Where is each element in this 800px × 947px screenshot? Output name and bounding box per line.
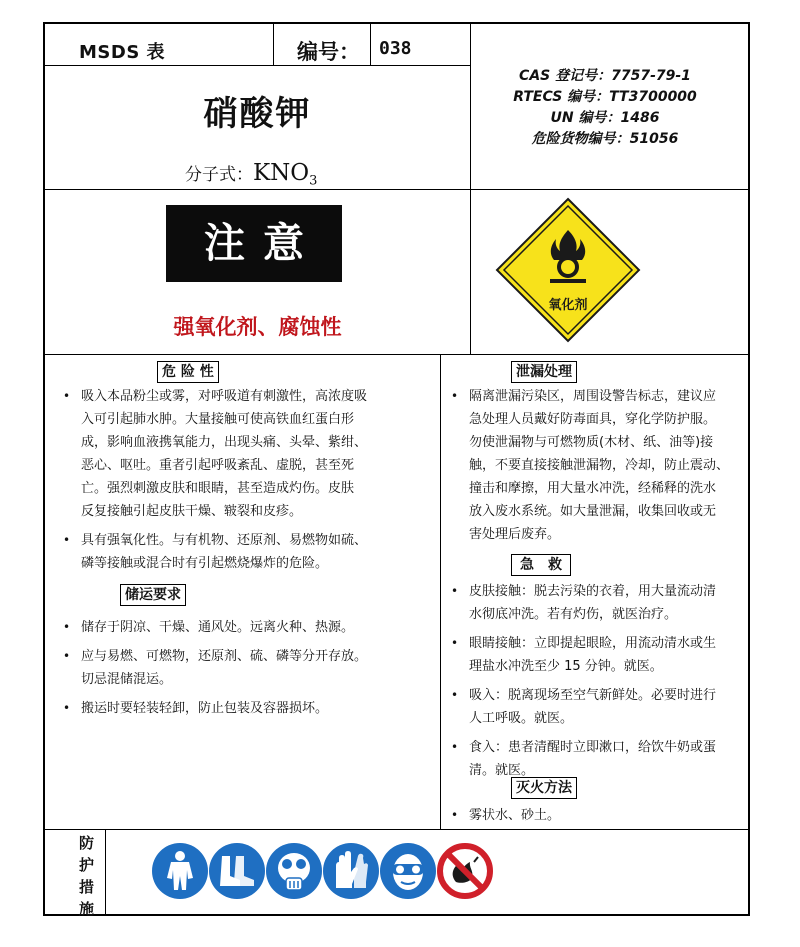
gas-mask-icon bbox=[265, 842, 323, 900]
divider bbox=[370, 24, 371, 65]
fire-column bbox=[447, 804, 745, 833]
leak-column bbox=[447, 385, 745, 552]
msds-sheet bbox=[43, 22, 750, 916]
un-number: UN 编号：1486 bbox=[550, 110, 660, 126]
cas-number: CAS 登记号：7757-79-1 bbox=[519, 68, 691, 84]
code-label: 编号： bbox=[297, 40, 360, 64]
msds-label: MSDS 表 bbox=[79, 42, 166, 63]
protection-label: 防 护 措 施 bbox=[79, 834, 95, 918]
safety-goggles-icon bbox=[379, 842, 437, 900]
protective-suit-icon bbox=[151, 842, 209, 900]
section-title-first-aid: 急 救 bbox=[511, 554, 571, 576]
caution-banner: 注意 bbox=[166, 205, 342, 282]
molecular-formula bbox=[185, 160, 317, 188]
section-title-danger: 危 险 性 bbox=[157, 361, 219, 383]
chemical-name: 硝酸钾 bbox=[203, 94, 312, 134]
section-title-storage: 储运要求 bbox=[120, 584, 186, 606]
section-title-leak: 泄漏处理 bbox=[511, 361, 577, 383]
first-aid-column bbox=[447, 580, 745, 788]
storage-column bbox=[59, 616, 437, 726]
oxidizer-pictogram bbox=[494, 196, 642, 344]
list-item: • 搬运时要轻装轻卸，防止包装及容器损坏。 bbox=[59, 697, 437, 720]
list-item: • 雾状水、砂土。 bbox=[447, 804, 745, 827]
list-item: • 应与易燃、可燃物，还原剂、硫、磷等分开存放。 切忌混储混运。 bbox=[59, 645, 437, 691]
protective-gloves-icon bbox=[322, 842, 380, 900]
danger-column bbox=[59, 385, 437, 581]
formula-sub: 3 bbox=[309, 173, 318, 189]
list-item: • 皮肤接触：脱去污染的衣着，用大量流动清 水彻底冲洗。若有灼伤，就医治疗。 bbox=[447, 580, 745, 626]
list-item: • 眼睛接触：立即提起眼睑，用流动清水或生 理盐水冲洗至少 15 分钟。就医。 bbox=[447, 632, 745, 678]
safety-boots-icon bbox=[208, 842, 266, 900]
divider bbox=[45, 354, 748, 355]
divider bbox=[45, 189, 748, 190]
list-item: • 隔离泄漏污染区，周围设警告标志，建议应 急处理人员戴好防毒面具，穿化学防护服。 勿使泄漏物与可燃物质(木材、纸、油等)接 触，不要直接接触泄漏物，冷却，防止震动、 撞击和摩擦，用大量水冲洗，经稀释的洗水 放入废水系统。如大量泄漏，收集回收或无 害处理后废弃。 bbox=[447, 385, 745, 546]
list-item: • 具有强氧化性。与有机物、还原剂、易燃物如硫、 磷等接触或混合时有引起燃烧爆炸的危险。 bbox=[59, 529, 437, 575]
divider bbox=[470, 24, 471, 354]
list-item: • 吸入：脱离现场至空气新鲜处。必要时进行 人工呼吸。就医。 bbox=[447, 684, 745, 730]
code-value: 038 bbox=[379, 38, 412, 59]
no-open-flame-icon bbox=[436, 842, 494, 900]
divider bbox=[273, 24, 274, 65]
formula-main: KNO bbox=[253, 160, 310, 186]
list-item: • 吸入本品粉尘或雾，对呼吸道有刺激性，高浓度吸 入可引起肺水肿。大量接触可使高铁血红蛋白形 成，影响血液携氧能力，出现头痛、头晕、紫绀、 恶心、呕吐。重者引起呼吸紊乱、虚脱，甚至死 亡。强烈刺激皮肤和眼睛，甚至造成灼伤。皮肤 反复接触引起皮肤干燥、皲裂和皮疹。 bbox=[59, 385, 437, 523]
divider bbox=[105, 829, 106, 916]
list-item: • 食入：患者清醒时立即漱口，给饮牛奶或蛋 清。就医。 bbox=[447, 736, 745, 782]
identifier-block bbox=[485, 66, 725, 150]
divider bbox=[440, 354, 441, 829]
formula-label: 分子式： bbox=[185, 165, 253, 185]
dangerous-goods-number: 危险货物编号：51056 bbox=[531, 131, 679, 147]
rtecs-number: RTECS 编号：TT3700000 bbox=[513, 89, 697, 105]
pictogram-label: 氧化剂 bbox=[548, 298, 588, 313]
hazard-description: 强氧化剂、腐蚀性 bbox=[173, 315, 342, 339]
list-item: • 储存于阴凉、干燥、通风处。远离火种、热源。 bbox=[59, 616, 437, 639]
divider bbox=[45, 65, 470, 66]
section-title-fire: 灭火方法 bbox=[511, 777, 577, 799]
